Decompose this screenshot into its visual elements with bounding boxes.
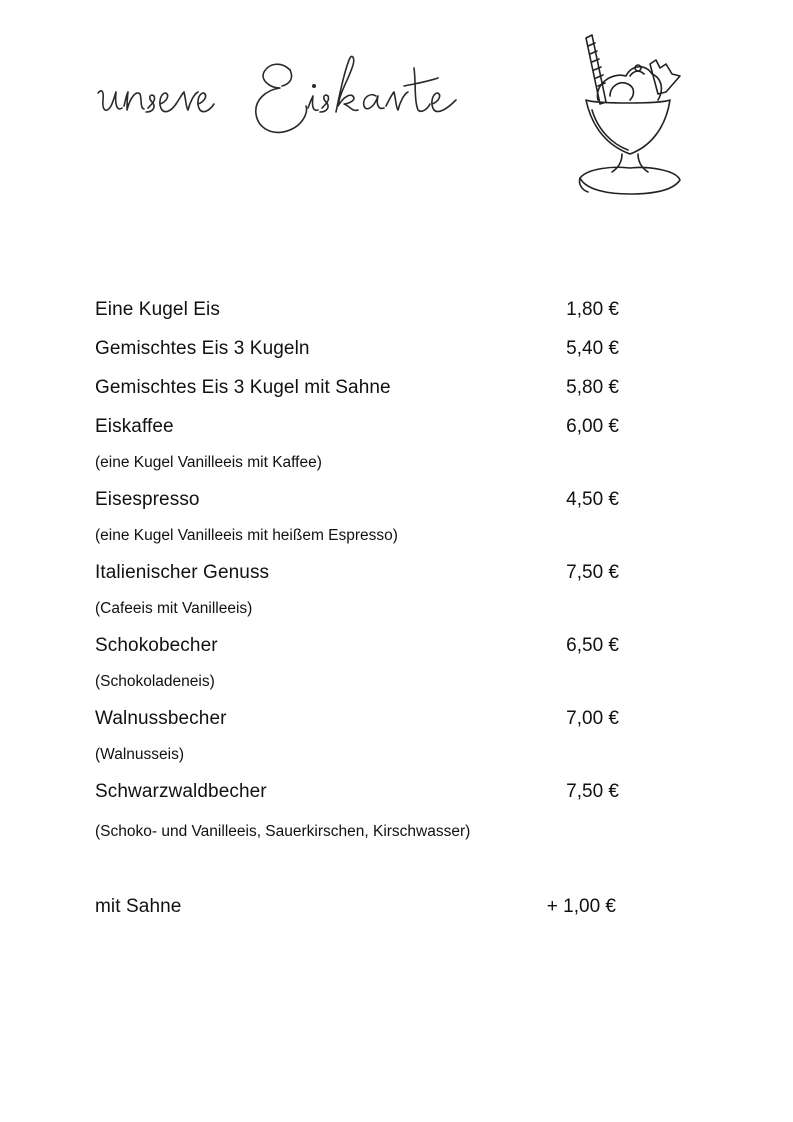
extra-item [95, 887, 625, 926]
item-description: (Schokoladeneis) [95, 672, 215, 690]
page-title [94, 48, 484, 168]
item-price: 6,50 € [566, 634, 619, 656]
menu-item [95, 407, 625, 446]
menu-item [95, 626, 625, 665]
item-name: Eiskaffee [95, 415, 174, 437]
item-price: 7,00 € [566, 707, 619, 729]
item-price: 5,80 € [566, 376, 619, 398]
menu-item [95, 368, 625, 407]
item-description: (eine Kugel Vanilleeis mit heißem Espresso) [95, 526, 398, 544]
item-name: Gemischtes Eis 3 Kugel mit Sahne [95, 376, 391, 398]
item-name: Walnussbecher [95, 707, 227, 729]
menu-item [95, 290, 625, 329]
item-name: Schwarzwaldbecher [95, 780, 267, 802]
menu-item [95, 699, 625, 738]
menu-item [95, 480, 625, 519]
ice-cream-sundae-icon [568, 30, 693, 202]
menu-item [95, 553, 625, 592]
item-description: (Walnusseis) [95, 745, 184, 763]
menu-item [95, 772, 625, 811]
extra-name: mit Sahne [95, 895, 182, 917]
item-price: 4,50 € [566, 488, 619, 510]
spacer [95, 854, 625, 887]
item-name: Schokobecher [95, 634, 218, 656]
item-name: Eine Kugel Eis [95, 298, 220, 320]
item-price: 6,00 € [566, 415, 619, 437]
item-description: (Cafeeis mit Vanilleeis) [95, 599, 253, 617]
item-price: 1,80 € [566, 298, 619, 320]
item-price: 7,50 € [566, 780, 619, 802]
menu-item [95, 329, 625, 368]
item-name: Italienischer Genuss [95, 561, 270, 583]
item-price: 5,40 € [566, 337, 619, 359]
item-name: Eisespresso [95, 488, 200, 510]
extra-price: + 1,00 € [546, 895, 616, 917]
item-description: (eine Kugel Vanilleeis mit Kaffee) [95, 453, 322, 471]
menu-list [95, 290, 625, 926]
item-name: Gemischtes Eis 3 Kugeln [95, 337, 310, 359]
script-title-lettering [94, 48, 484, 168]
item-description: (Schoko- und Vanilleeis, Sauerkirschen, Kirschwasser) [95, 823, 471, 840]
item-price: 7,50 € [566, 561, 619, 583]
